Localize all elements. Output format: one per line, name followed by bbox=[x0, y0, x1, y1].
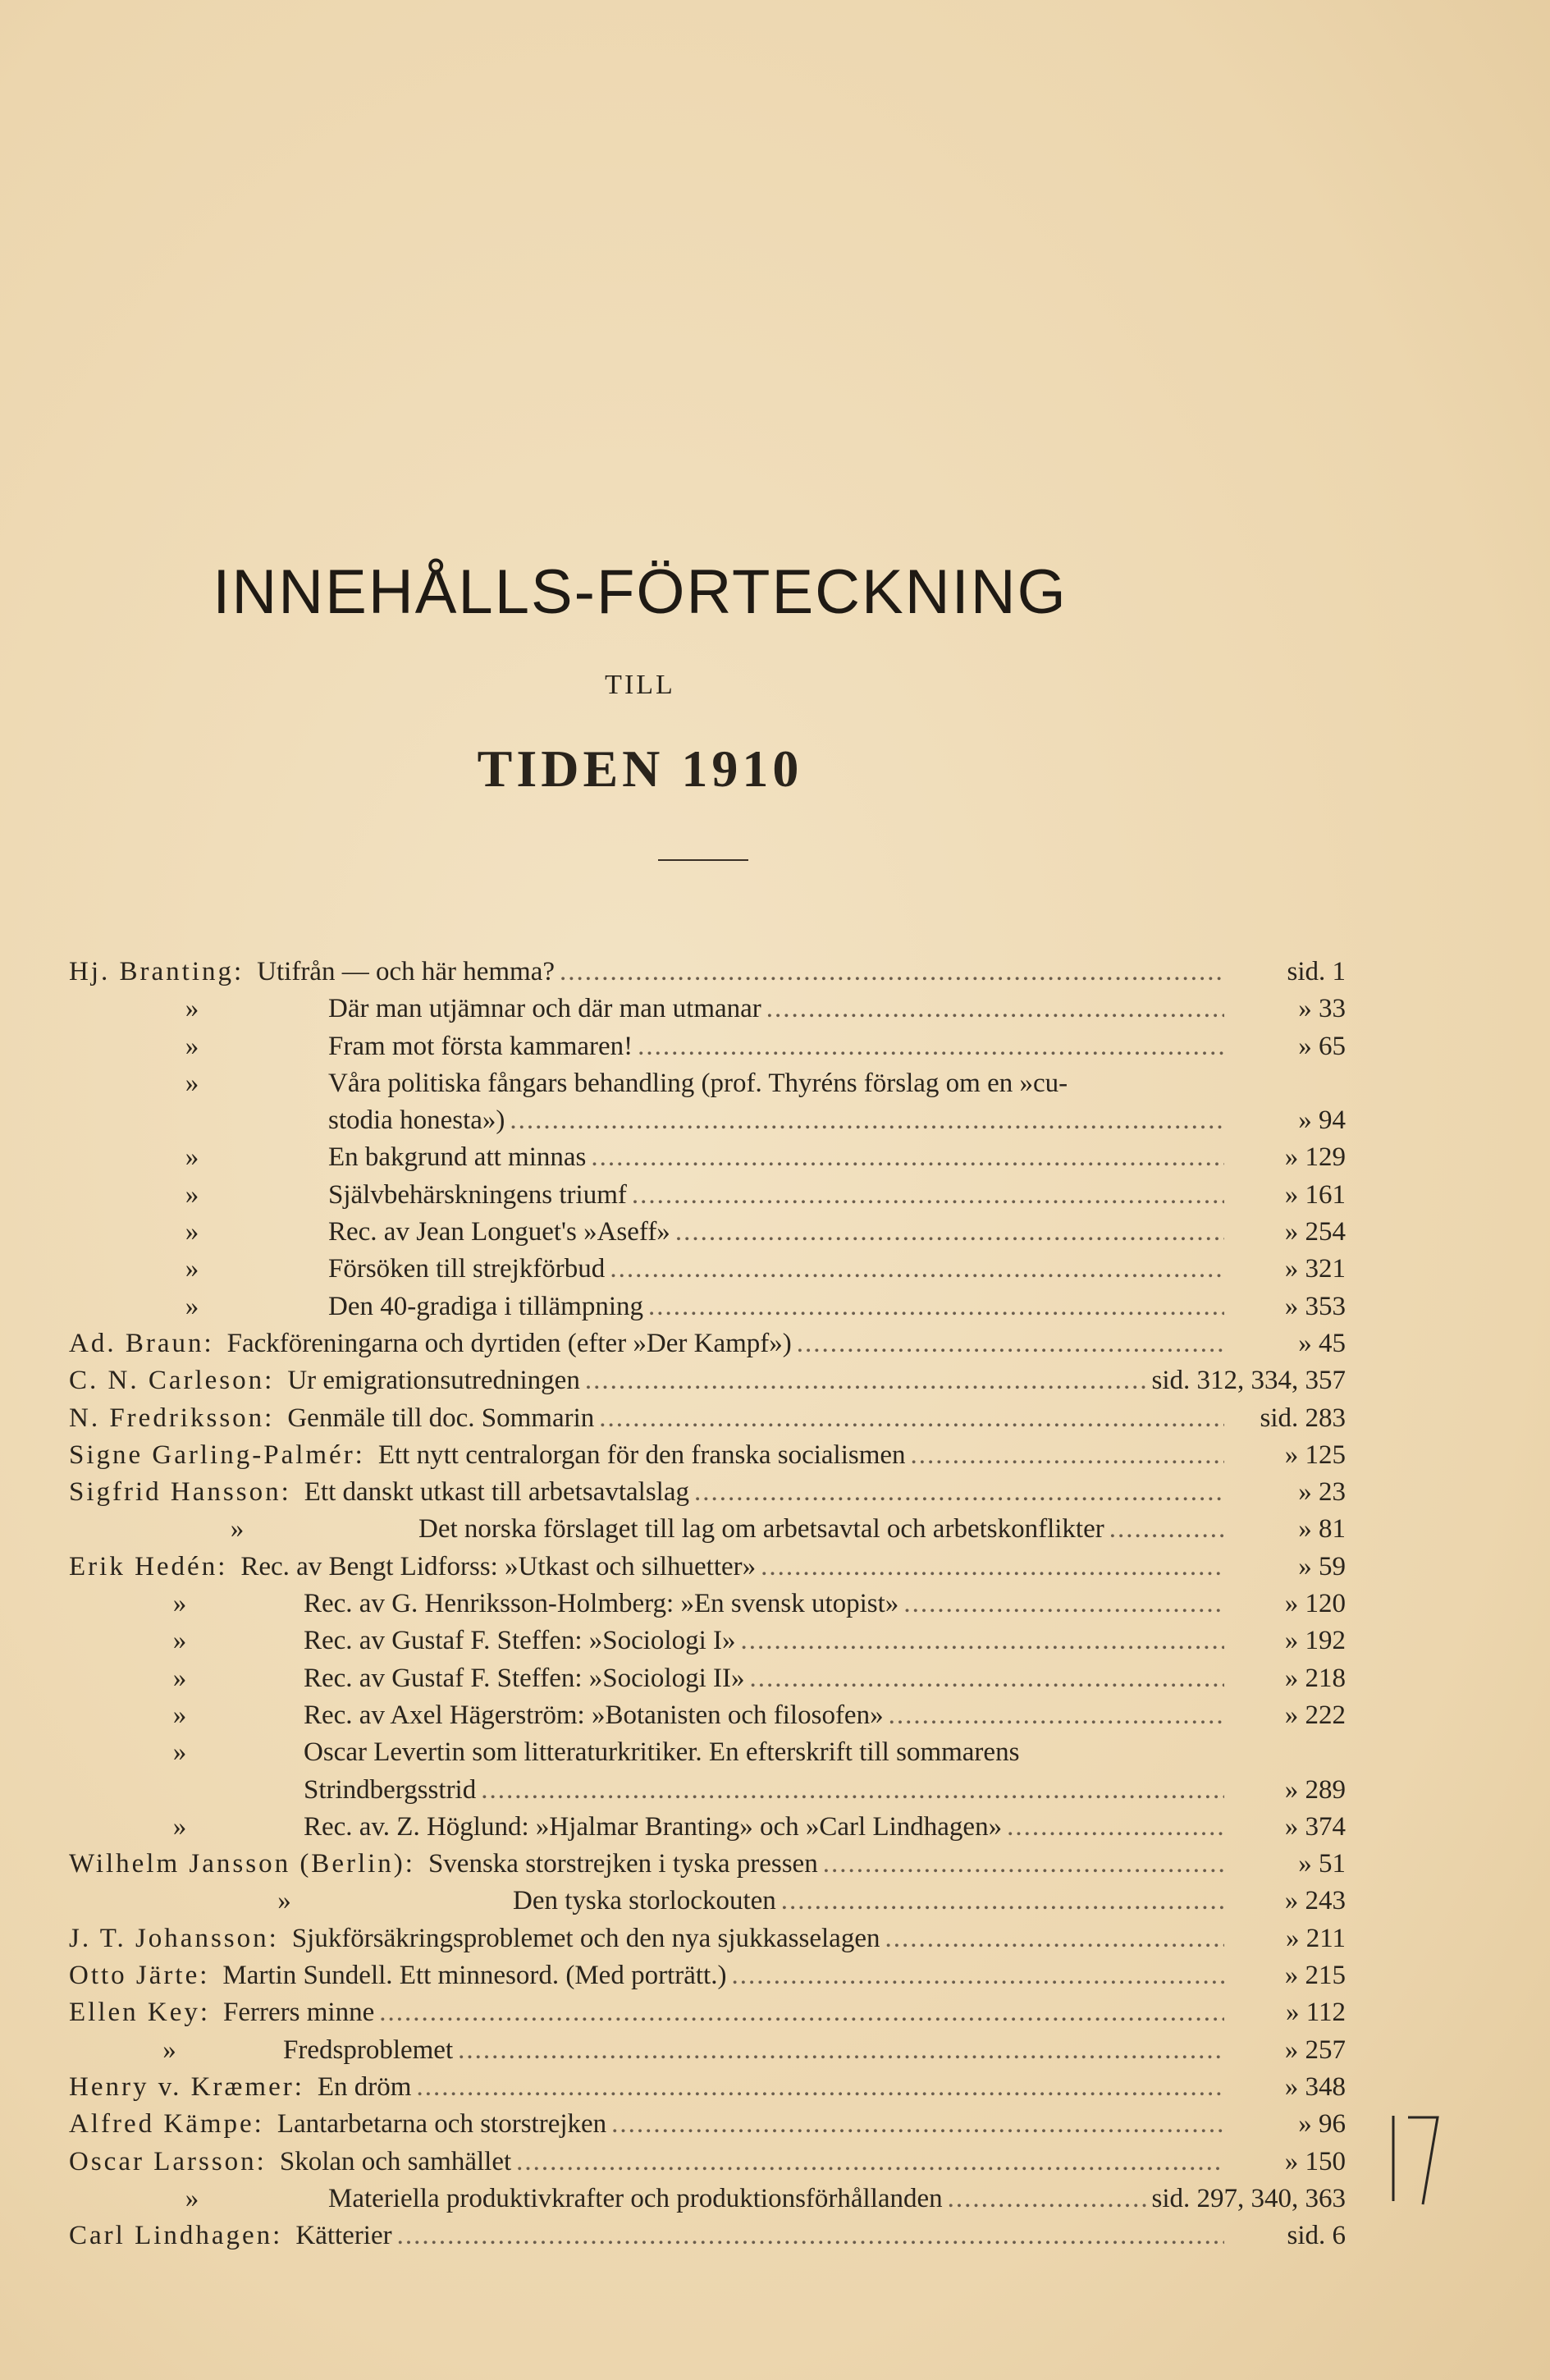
entry-page-ref: » 192 bbox=[1284, 1626, 1346, 1656]
handwritten-margin-note bbox=[1387, 2109, 1444, 2208]
entry-title: Ferrers minne bbox=[223, 1998, 375, 2028]
entry-page-ref: » 45 bbox=[1298, 1328, 1346, 1358]
dot-leader bbox=[731, 1961, 1224, 1991]
entry-title: Oscar Levertin som litteraturkritiker. En efterskrift till sommarens bbox=[304, 1737, 1020, 1768]
toc-entry bbox=[69, 1292, 1346, 1329]
entry-title: Rec. av. Z. Höglund: »Hjalmar Branting» och »Carl Lindhagen» bbox=[304, 1811, 1003, 1842]
entry-title: Svenska storstrejken i tyska pressen bbox=[428, 1849, 818, 1879]
entry-author: » bbox=[172, 1663, 187, 1693]
toc-entry bbox=[69, 1998, 1346, 2034]
entry-author: » bbox=[185, 1068, 199, 1098]
dot-leader bbox=[750, 1664, 1225, 1694]
entry-author: Ad. Braun: bbox=[69, 1328, 214, 1358]
entry-page-ref: » 353 bbox=[1284, 1291, 1346, 1321]
entry-page-ref: » 150 bbox=[1284, 2146, 1346, 2176]
dot-leader bbox=[510, 1105, 1224, 1136]
table-of-contents bbox=[69, 957, 1346, 2258]
entry-author: Oscar Larsson: bbox=[69, 2146, 267, 2176]
toc-entry bbox=[69, 957, 1346, 994]
dot-leader bbox=[948, 2184, 1147, 2214]
entry-author: Hj. Branting: bbox=[69, 957, 245, 986]
entry-author: N. Fredriksson: bbox=[69, 1403, 275, 1433]
entry-title: Våra politiska fångars behandling (prof. Thyréns förslag om en »cu- bbox=[328, 1068, 1068, 1098]
toc-entry bbox=[69, 1812, 1346, 1849]
dot-leader bbox=[611, 2109, 1224, 2140]
entry-author: » bbox=[172, 1589, 187, 1619]
entry-title: Det norska förslaget till lag om arbetsavtal och arbetskonflikter bbox=[418, 1514, 1104, 1545]
dot-leader bbox=[560, 957, 1224, 987]
entry-page-ref: sid. 312, 334, 357 bbox=[1151, 1366, 1346, 1396]
entry-page-ref: » 254 bbox=[1284, 1217, 1346, 1247]
toc-entry bbox=[69, 1552, 1346, 1589]
entry-title: En dröm bbox=[317, 2071, 412, 2102]
entry-title: Rec. av Axel Hägerström: »Botanisten och filosofen» bbox=[304, 1700, 884, 1730]
dot-leader bbox=[823, 1849, 1224, 1879]
dot-leader bbox=[416, 2072, 1224, 2103]
entry-title: Där man utjämnar och där man utmanar bbox=[328, 994, 761, 1024]
entry-title: En bakgrund att minnas bbox=[328, 1142, 587, 1173]
entry-title: Martin Sundell. Ett minnesord. (Med porträtt.) bbox=[222, 1961, 727, 1991]
dot-leader bbox=[481, 1775, 1224, 1806]
toc-entry bbox=[69, 1403, 1346, 1440]
entry-author: » bbox=[230, 1514, 245, 1545]
entry-author: » bbox=[185, 1217, 199, 1247]
dot-leader bbox=[694, 1477, 1224, 1508]
dot-leader bbox=[741, 1626, 1224, 1656]
entry-title: Rec. av Jean Longuet's »Aseff» bbox=[328, 1217, 670, 1247]
entry-title: Fredsproblemet bbox=[283, 2034, 454, 2065]
entry-page-ref: » 125 bbox=[1284, 1439, 1346, 1470]
entry-page-ref: » 374 bbox=[1284, 1811, 1346, 1842]
dot-leader bbox=[766, 994, 1224, 1024]
toc-entry bbox=[69, 1626, 1346, 1663]
toc-entry bbox=[69, 1105, 1346, 1142]
entry-title: Utifrån — och här hemma? bbox=[257, 957, 556, 986]
entry-page-ref: sid. 283 bbox=[1260, 1403, 1346, 1433]
document-title: INNEHÅLLS-FÖRTECKNING bbox=[213, 557, 1068, 627]
journal-title: TIDEN 1910 bbox=[477, 739, 803, 798]
entry-page-ref: » 257 bbox=[1284, 2034, 1346, 2065]
toc-entry bbox=[69, 1254, 1346, 1291]
entry-author: » bbox=[185, 994, 199, 1024]
entry-title: Materiella produktivkrafter och produktionsförhållanden bbox=[328, 2183, 943, 2213]
entry-title: Strindbergsstrid bbox=[304, 1774, 477, 1805]
entry-page-ref: sid. 297, 340, 363 bbox=[1151, 2183, 1346, 2213]
entry-title: Genmäle till doc. Sommarin bbox=[287, 1403, 595, 1433]
entry-title: Fram mot första kammaren! bbox=[328, 1031, 633, 1061]
entry-author: » bbox=[185, 1179, 199, 1210]
entry-title: Den tyska storlockouten bbox=[513, 1886, 776, 1916]
dot-leader bbox=[648, 1292, 1224, 1322]
title-till: TILL bbox=[605, 670, 675, 700]
toc-entry bbox=[69, 1886, 1346, 1923]
toc-entry bbox=[69, 1589, 1346, 1626]
entry-author: » bbox=[172, 1811, 187, 1842]
dot-leader bbox=[889, 1700, 1224, 1731]
toc-entry bbox=[69, 1069, 1346, 1105]
dot-leader bbox=[599, 1403, 1224, 1434]
toc-entry bbox=[69, 2184, 1346, 2221]
toc-entry bbox=[69, 1366, 1346, 1403]
dot-leader bbox=[675, 1217, 1224, 1247]
entry-title: Försöken till strejkförbud bbox=[328, 1254, 606, 1284]
entry-author: » bbox=[185, 1142, 199, 1173]
dot-leader bbox=[610, 1254, 1224, 1284]
entry-title: Självbehärskningens triumf bbox=[328, 1179, 627, 1210]
entry-page-ref: » 211 bbox=[1285, 1923, 1346, 1953]
toc-entry bbox=[69, 2147, 1346, 2184]
entry-title: Ur emigrationsutredningen bbox=[287, 1366, 580, 1396]
entry-page-ref: » 96 bbox=[1298, 2109, 1346, 2140]
entry-page-ref: » 65 bbox=[1298, 1031, 1346, 1061]
toc-entry bbox=[69, 1514, 1346, 1551]
toc-entry bbox=[69, 1664, 1346, 1700]
entry-title: Rec. av Gustaf F. Steffen: »Sociologi II» bbox=[304, 1663, 745, 1693]
toc-entry bbox=[69, 1924, 1346, 1961]
entry-page-ref: » 33 bbox=[1298, 994, 1346, 1024]
entry-page-ref: sid. 1 bbox=[1287, 957, 1346, 986]
entry-page-ref: » 81 bbox=[1298, 1514, 1346, 1545]
entry-page-ref: » 289 bbox=[1284, 1774, 1346, 1805]
entry-author: » bbox=[277, 1886, 291, 1916]
entry-author: » bbox=[185, 1291, 199, 1321]
toc-entry bbox=[69, 2109, 1346, 2146]
entry-page-ref: » 51 bbox=[1298, 1849, 1346, 1879]
entry-title: Ett nytt centralorgan för den franska socialismen bbox=[377, 1439, 906, 1470]
entry-title: stodia honesta») bbox=[328, 1105, 505, 1136]
entry-author: » bbox=[172, 1626, 187, 1656]
toc-entry bbox=[69, 1440, 1346, 1477]
toc-entry bbox=[69, 1775, 1346, 1812]
dot-leader bbox=[638, 1032, 1224, 1062]
dot-leader bbox=[903, 1589, 1224, 1619]
entry-title: Kätterier bbox=[295, 2221, 392, 2251]
entry-author: C. N. Carleson: bbox=[69, 1366, 275, 1396]
entry-author: » bbox=[185, 2183, 199, 2213]
toc-entry bbox=[69, 994, 1346, 1031]
dot-leader bbox=[591, 1142, 1224, 1173]
toc-entry bbox=[69, 2221, 1346, 2258]
toc-entry bbox=[69, 1329, 1346, 1366]
entry-author: » bbox=[185, 1254, 199, 1284]
dot-leader bbox=[1109, 1514, 1224, 1545]
entry-author: Alfred Kämpe: bbox=[69, 2109, 264, 2140]
entry-page-ref: » 348 bbox=[1284, 2071, 1346, 2102]
entry-page-ref: » 243 bbox=[1284, 1886, 1346, 1916]
entry-title: Fackföreningarna och dyrtiden (efter »Der Kampf») bbox=[226, 1328, 792, 1358]
entry-title: Lantarbetarna och storstrejken bbox=[277, 2109, 607, 2140]
toc-entry bbox=[69, 1700, 1346, 1737]
toc-entry bbox=[69, 1961, 1346, 1998]
entry-page-ref: » 321 bbox=[1284, 1254, 1346, 1284]
toc-entry bbox=[69, 2072, 1346, 2109]
entry-page-ref: » 161 bbox=[1284, 1179, 1346, 1210]
entry-author: » bbox=[172, 1700, 187, 1730]
toc-entry bbox=[69, 2035, 1346, 2072]
dot-leader bbox=[585, 1366, 1147, 1396]
entry-author: Signe Garling-Palmér: bbox=[69, 1439, 365, 1470]
dot-leader bbox=[911, 1440, 1224, 1471]
toc-entry bbox=[69, 1849, 1346, 1886]
entry-page-ref: » 218 bbox=[1284, 1663, 1346, 1693]
dot-leader bbox=[797, 1329, 1224, 1359]
dot-leader bbox=[458, 2035, 1224, 2066]
toc-entry bbox=[69, 1142, 1346, 1179]
entry-title: Rec. av Gustaf F. Steffen: »Sociologi I» bbox=[304, 1626, 736, 1656]
dot-leader bbox=[379, 1998, 1224, 2028]
entry-page-ref: » 222 bbox=[1284, 1700, 1346, 1730]
toc-entry bbox=[69, 1477, 1346, 1514]
entry-author: » bbox=[185, 1031, 199, 1061]
entry-page-ref: » 59 bbox=[1298, 1551, 1346, 1581]
entry-page-ref: » 112 bbox=[1285, 1998, 1346, 2028]
dot-leader bbox=[397, 2221, 1224, 2251]
dot-leader bbox=[1007, 1812, 1224, 1842]
entry-title: Rec. av G. Henriksson-Holmberg: »En svensk utopist» bbox=[304, 1589, 899, 1619]
toc-entry bbox=[69, 1217, 1346, 1254]
entry-title: Den 40-gradiga i tillämpning bbox=[328, 1291, 643, 1321]
entry-page-ref: » 215 bbox=[1284, 1961, 1346, 1991]
entry-title: Skolan och samhället bbox=[279, 2146, 512, 2176]
entry-title: Rec. av Bengt Lidforss: »Utkast och silhuetter» bbox=[240, 1551, 757, 1581]
entry-author: » bbox=[172, 1737, 187, 1768]
dot-leader bbox=[781, 1886, 1224, 1916]
entry-author: Sigfrid Hansson: bbox=[69, 1477, 291, 1508]
entry-page-ref: sid. 6 bbox=[1287, 2221, 1346, 2251]
entry-title: Sjukförsäkringsproblemet och den nya sjukkasselagen bbox=[291, 1923, 880, 1953]
dot-leader bbox=[885, 1924, 1224, 1954]
entry-author: Carl Lindhagen: bbox=[69, 2221, 283, 2251]
title-divider bbox=[658, 859, 748, 861]
dot-leader bbox=[761, 1552, 1224, 1582]
entry-page-ref: » 23 bbox=[1298, 1477, 1346, 1508]
toc-entry bbox=[69, 1180, 1346, 1217]
toc-entry bbox=[69, 1032, 1346, 1069]
entry-author: Erik Hedén: bbox=[69, 1551, 228, 1581]
entry-author: Henry v. Kræmer: bbox=[69, 2071, 304, 2102]
entry-page-ref: » 94 bbox=[1298, 1105, 1346, 1136]
entry-author: J. T. Johansson: bbox=[69, 1923, 279, 1953]
dot-leader bbox=[632, 1180, 1224, 1211]
entry-page-ref: » 120 bbox=[1284, 1589, 1346, 1619]
entry-title: Ett danskt utkast till arbetsavtalslag bbox=[304, 1477, 689, 1508]
entry-author: » bbox=[162, 2034, 176, 2065]
entry-page-ref: » 129 bbox=[1284, 1142, 1346, 1173]
entry-author: Otto Järte: bbox=[69, 1961, 210, 1991]
entry-author: Wilhelm Jansson (Berlin): bbox=[69, 1849, 415, 1879]
toc-entry bbox=[69, 1737, 1346, 1774]
dot-leader bbox=[516, 2147, 1224, 2177]
entry-author: Ellen Key: bbox=[69, 1998, 211, 2028]
